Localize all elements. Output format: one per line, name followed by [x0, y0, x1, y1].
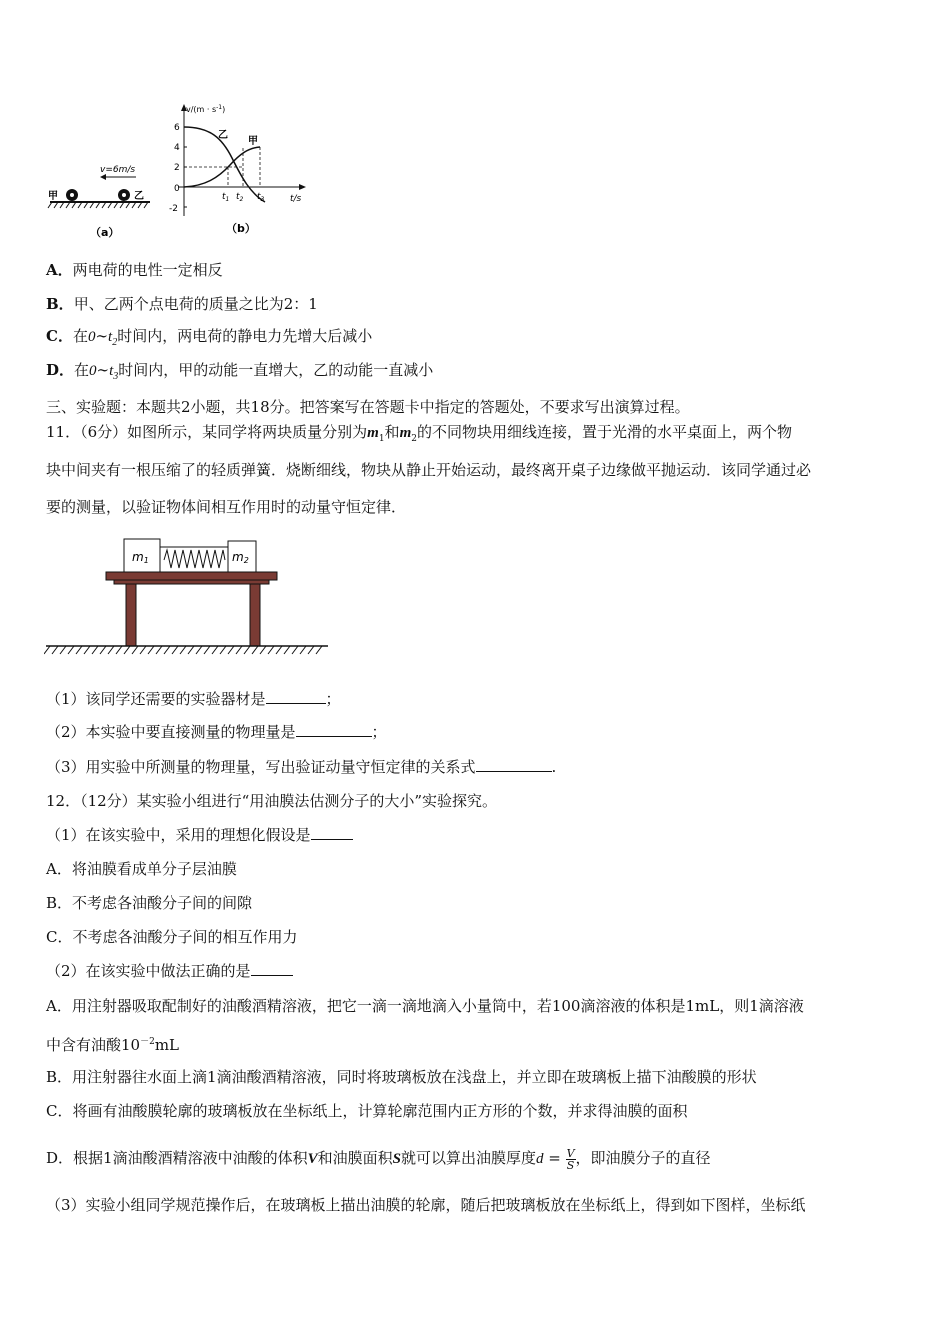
x-axis-title: t/s [290, 194, 302, 204]
y-tick-2: 2 [174, 163, 180, 173]
y-tick-0: 0 [174, 184, 180, 194]
block-m1-label: m1 [132, 550, 149, 565]
figure-velocity-time [40, 98, 320, 246]
answer-blank-3[interactable] [476, 757, 552, 772]
q12-p1-option-a: A．将油膜看成单分子层油膜 [46, 860, 237, 878]
q11-line-2: 块中间夹有一根压缩了的轻质弹簧．烧断细线，物块从静止开始运动，最终离开桌子边缘做平抛运动．该同学通过必 [46, 461, 812, 479]
q10-option-c: C．在$0\sim t_2$时间内，两电荷的静电力先增大后减小 [46, 327, 373, 348]
table-leg-left [126, 584, 136, 646]
q12-p2-option-a-line-1: A．用注射器吸取配制好的油酸酒精溶液，把它一滴一滴地滴入小量筒中，若100滴溶液的体积是1mL，则1滴溶液 [46, 997, 804, 1015]
label-yi-b: 乙 [218, 130, 228, 141]
q12-p1-option-b: B．不考虑各油酸分子间的间隙 [46, 894, 253, 912]
q10-option-d: D．在$0\sim t_3$时间内，甲的动能一直增大，乙的动能一直减小 [46, 361, 434, 382]
label-b: （b） [226, 222, 256, 235]
q12-p2-option-c: C．将画有油酸膜轮廓的玻璃板放在坐标纸上，计算轮廓范围内正方形的个数，并求得油膜的面积 [46, 1102, 688, 1120]
q10-option-b: B．甲、乙两个点电荷的质量之比为2：1 [46, 295, 318, 313]
t3-label: $t_3$ [257, 192, 265, 203]
label-yi-a: 乙 [134, 191, 144, 202]
q12-p2-option-a-line-2: 中含有油酸$10^{-2}mL$ [46, 1036, 180, 1054]
t1-label: $t_1$ [222, 192, 230, 203]
q11-line-1: 11．（6分）如图所示，某同学将两块质量分别为$m_1$和$m_2$的不同物块用细线连接，置于光滑的水平桌面上，两个物 [46, 423, 792, 444]
y-tick-neg2: -2 [169, 204, 178, 214]
figure-a [48, 165, 150, 239]
q11-sub-3: （3）用实验中所测量的物理量，写出验证动量守恒定律的关系式 . [46, 758, 557, 776]
q12-title: 12．（12分）某实验小组进行“用油膜法估测分子的大小”实验探究。 [46, 792, 498, 810]
table-top [106, 572, 277, 580]
t2-label: $t_2$ [236, 192, 244, 203]
q12-p2-option-d: D．根据1滴油酸酒精溶液中油酸的体积V和油膜面积S就可以算出油膜厚度d = $\frac{V}{S}$ ，即油膜分子的直径 [46, 1146, 711, 1172]
spring-frame [160, 547, 228, 572]
label-jia-b: 甲 [248, 136, 258, 147]
answer-blank-5[interactable] [251, 961, 293, 976]
fraction-v-over-s: $\frac{V}{S}$ [566, 1146, 575, 1172]
answer-blank-4[interactable] [311, 825, 353, 840]
y-tick-6: 6 [174, 123, 180, 133]
q12-part-2: （2）在该实验中做法正确的是 [46, 961, 293, 981]
answer-blank-2[interactable] [296, 722, 372, 737]
q11-sub-1: （1）该同学还需要的实验器材是 ； [46, 690, 341, 708]
answer-blank-1[interactable] [266, 689, 326, 704]
q12-p1-option-c: C．不考虑各油酸分子间的相互作用力 [46, 928, 298, 946]
q11-sub-2: （2）本实验中要直接测量的物理量是 ； [46, 723, 387, 741]
y-axis-title: $v/(m \cdot s^{-1})$ [186, 104, 226, 114]
q11-line-3: 要的测量，以验证物体间相互作用时的动量守恒定律． [46, 498, 407, 516]
label-jia-a: 甲 [48, 191, 58, 202]
velocity-label: v=6m/s [100, 165, 136, 175]
q12-part-3: （3）实验小组同学规范操作后，在玻璃板上描出油膜的轮廓，随后把玻璃板放在坐标纸上，得到如下图样，坐标纸 [46, 1196, 806, 1214]
table-leg-right [250, 584, 260, 646]
label-a: （a） [90, 226, 120, 239]
q12-part-1: （1）在该实验中，采用的理想化假设是 [46, 825, 353, 845]
q12-p2-option-b: B．用注射器往水面上滴1滴油酸酒精溶液，同时将玻璃板放在浅盘上，并立即在玻璃板上描下油酸膜的形状 [46, 1068, 757, 1086]
figure-table-blocks [44, 534, 334, 660]
y-tick-4: 4 [174, 143, 180, 153]
q10-option-a: A．两电荷的电性一定相反 [46, 261, 223, 279]
section-3-heading: 三、实验题：本题共2小题，共18分。把答案写在答题卡中指定的答题处，不要求写出演算过程。 [46, 398, 690, 416]
block-m2-label: m2 [232, 550, 249, 565]
figure-b [169, 104, 306, 235]
